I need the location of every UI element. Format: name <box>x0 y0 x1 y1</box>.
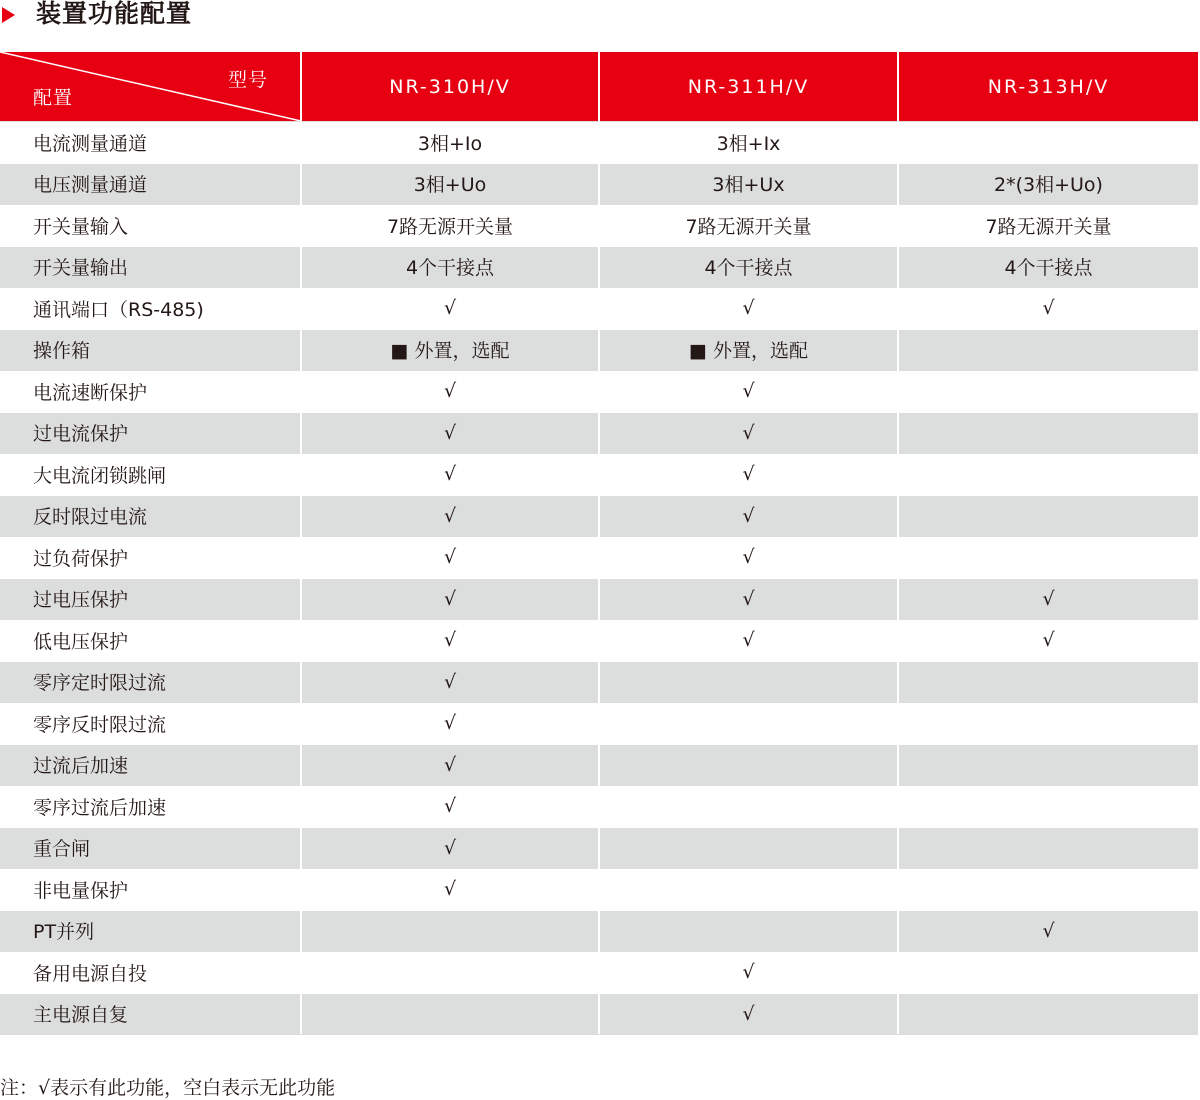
table-row <box>0 952 1198 994</box>
cell-model-1: 3相+Uo <box>301 163 599 205</box>
table-row <box>0 246 1198 288</box>
cell-model-2: √ <box>599 537 898 579</box>
table-row <box>0 578 1198 620</box>
table-row <box>0 329 1198 371</box>
feature-label: 过电流保护 <box>0 412 301 454</box>
table-row <box>0 993 1198 1034</box>
feature-label: 通讯端口（RS-485) <box>0 288 301 330</box>
cell-model-1: √ <box>301 620 599 662</box>
cell-model-3 <box>898 744 1198 786</box>
feature-label: 电流速断保护 <box>0 371 301 413</box>
cell-model-1: ■ 外置，选配 <box>301 329 599 371</box>
cell-model-2: √ <box>599 288 898 330</box>
cell-model-2 <box>599 744 898 786</box>
feature-label: 零序过流后加速 <box>0 786 301 828</box>
cell-model-3 <box>898 993 1198 1034</box>
cell-model-3: √ <box>898 620 1198 662</box>
cell-model-3: √ <box>898 910 1198 952</box>
cell-model-3: 4个干接点 <box>898 246 1198 288</box>
footnote: 注：√表示有此功能，空白表示无此功能 <box>0 1077 336 1099</box>
cell-model-2 <box>599 786 898 828</box>
table-row <box>0 537 1198 579</box>
cell-model-1 <box>301 993 599 1034</box>
cell-model-1: √ <box>301 412 599 454</box>
cell-model-3 <box>898 703 1198 745</box>
model-header-3: NR-313H/V <box>898 52 1198 122</box>
feature-label: 过电压保护 <box>0 578 301 620</box>
feature-label: 重合闸 <box>0 827 301 869</box>
feature-label: PT并列 <box>0 910 301 952</box>
feature-label: 开关量输出 <box>0 246 301 288</box>
feature-label: 大电流闭锁跳闸 <box>0 454 301 496</box>
table-row <box>0 205 1198 247</box>
table-row <box>0 869 1198 911</box>
cell-model-2: √ <box>599 952 898 994</box>
cell-model-3: 7路无源开关量 <box>898 205 1198 247</box>
feature-label: 低电压保护 <box>0 620 301 662</box>
cell-model-2: 3相+Ix <box>599 122 898 164</box>
model-header-2: NR-311H/V <box>599 52 898 122</box>
table-body <box>0 122 1198 1035</box>
feature-label: 零序定时限过流 <box>0 661 301 703</box>
cell-model-1 <box>301 952 599 994</box>
table-row <box>0 371 1198 413</box>
cell-model-2: 7路无源开关量 <box>599 205 898 247</box>
feature-label: 非电量保护 <box>0 869 301 911</box>
feature-label: 电流测量通道 <box>0 122 301 164</box>
cell-model-2 <box>599 910 898 952</box>
model-header-1: NR-310H/V <box>301 52 599 122</box>
table-row <box>0 122 1198 164</box>
table-row <box>0 620 1198 662</box>
feature-label: 开关量输入 <box>0 205 301 247</box>
feature-label: 过负荷保护 <box>0 537 301 579</box>
cell-model-1: √ <box>301 288 599 330</box>
feature-label: 电压测量通道 <box>0 163 301 205</box>
cell-model-1: √ <box>301 454 599 496</box>
page-title: 装置功能配置 <box>36 0 193 28</box>
section-title <box>0 0 600 30</box>
cell-model-1: √ <box>301 578 599 620</box>
feature-label: 零序反时限过流 <box>0 703 301 745</box>
cell-model-2 <box>599 869 898 911</box>
cell-model-2: 4个干接点 <box>599 246 898 288</box>
cell-model-1: √ <box>301 744 599 786</box>
table-row <box>0 786 1198 828</box>
corner-config-label: 配置 <box>33 87 74 109</box>
cell-model-3 <box>898 952 1198 994</box>
cell-model-2: ■ 外置，选配 <box>599 329 898 371</box>
cell-model-2: √ <box>599 578 898 620</box>
cell-model-2 <box>599 661 898 703</box>
cell-model-3: 2*(3相+Uo) <box>898 163 1198 205</box>
cell-model-2 <box>599 703 898 745</box>
cell-model-1: 3相+Io <box>301 122 599 164</box>
table-row <box>0 744 1198 786</box>
corner-header-cell <box>0 52 301 122</box>
cell-model-3 <box>898 329 1198 371</box>
cell-model-1 <box>301 910 599 952</box>
feature-label: 主电源自复 <box>0 993 301 1034</box>
cell-model-3: √ <box>898 578 1198 620</box>
table-row <box>0 454 1198 496</box>
cell-model-3 <box>898 371 1198 413</box>
table-row <box>0 163 1198 205</box>
feature-label: 过流后加速 <box>0 744 301 786</box>
cell-model-3 <box>898 454 1198 496</box>
cell-model-3 <box>898 495 1198 537</box>
table-header-row <box>0 52 1198 122</box>
cell-model-3 <box>898 869 1198 911</box>
cell-model-2: √ <box>599 454 898 496</box>
table-bottom-rule <box>0 1034 1198 1035</box>
cell-model-1: √ <box>301 661 599 703</box>
cell-model-3 <box>898 786 1198 828</box>
table-row <box>0 412 1198 454</box>
cell-model-2: √ <box>599 495 898 537</box>
cell-model-2: 3相+Ux <box>599 163 898 205</box>
cell-model-3 <box>898 122 1198 164</box>
cell-model-2 <box>599 827 898 869</box>
cell-model-3: √ <box>898 288 1198 330</box>
cell-model-2: √ <box>599 412 898 454</box>
cell-model-3 <box>898 661 1198 703</box>
cell-model-3 <box>898 412 1198 454</box>
feature-label: 操作箱 <box>0 329 301 371</box>
table-row <box>0 827 1198 869</box>
cell-model-3 <box>898 537 1198 579</box>
table-row <box>0 661 1198 703</box>
config-table <box>0 52 1198 1034</box>
feature-label: 备用电源自投 <box>0 952 301 994</box>
feature-label: 反时限过电流 <box>0 495 301 537</box>
cell-model-1: √ <box>301 371 599 413</box>
corner-model-label: 型号 <box>227 69 268 91</box>
cell-model-1: √ <box>301 537 599 579</box>
cell-model-2: √ <box>599 371 898 413</box>
table-row <box>0 703 1198 745</box>
cell-model-1: √ <box>301 786 599 828</box>
cell-model-2: √ <box>599 620 898 662</box>
cell-model-1: √ <box>301 703 599 745</box>
cell-model-3 <box>898 827 1198 869</box>
cell-model-1: √ <box>301 827 599 869</box>
cell-model-1: 7路无源开关量 <box>301 205 599 247</box>
cell-model-1: √ <box>301 869 599 911</box>
cell-model-2: √ <box>599 993 898 1034</box>
triangle-arrow-icon <box>2 7 15 23</box>
table-row <box>0 495 1198 537</box>
table-row <box>0 910 1198 952</box>
table-row <box>0 288 1198 330</box>
cell-model-1: √ <box>301 495 599 537</box>
cell-model-1: 4个干接点 <box>301 246 599 288</box>
